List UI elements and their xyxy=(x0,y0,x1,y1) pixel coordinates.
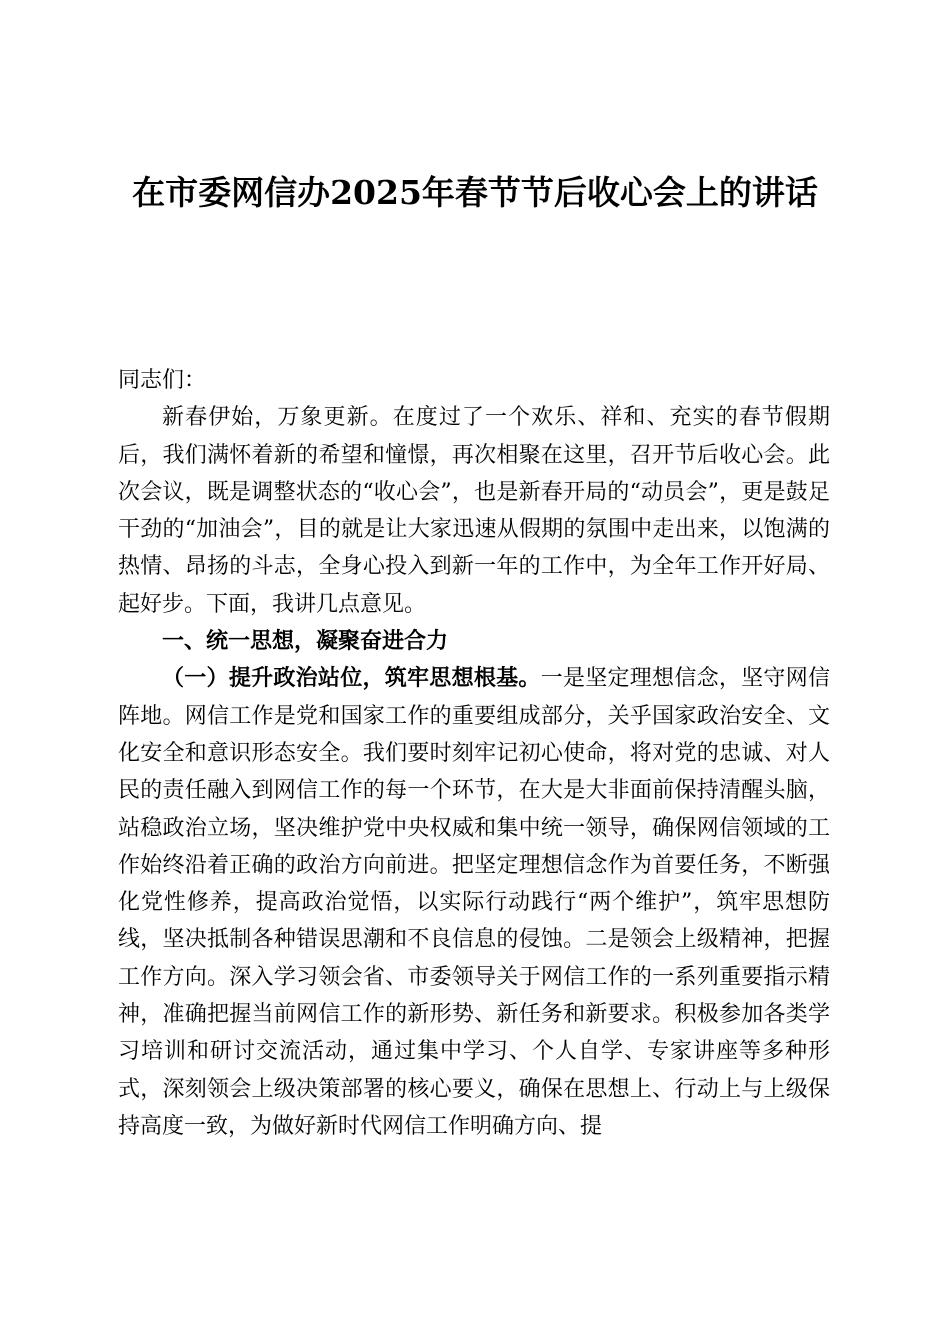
subsection-paragraph-1 xyxy=(118,660,830,1145)
document-body xyxy=(118,362,830,1145)
subsection-text: 一是坚定理想信念，坚守网信阵地。网信工作是党和国家工作的重要组成部分，关乎国家政治安全、文化安全和意识形态安全。我们要时刻牢记初心使命，将对党的忠诚、对人民的责任融入到网信工作的每一个环节，在大是大非面前保持清醒头脑，站稳政治立场，坚决维护党中央权威和集中统一领导，确保网信领域的工作始终沿着正确的政治方向前进。把坚定理想信念作为首要任务，不断强化党性修养，提高政治觉悟，以实际行动践行“两个维护”，筑牢思想防线，坚决抵制各种错误思潮和不良信息的侵蚀。二是领会上级精神，把握工作方向。深入学习领会省、市委领导关于网信工作的一系列重要指示精神，准确把握当前网信工作的新形势、新任务和新要求。积极参加各类学习培训和研讨交流活动，通过集中学习、个人自学、专家讲座等多种形式，深刻领会上级决策部署的核心要义，确保在思想上、行动上与上级保持高度一致，为做好新时代网信工作明确方向、提 xyxy=(118,666,830,1139)
document-title: 在市委网信办2025年春节节后收心会上的讲话 xyxy=(132,173,818,212)
subsection-lead: （一）提升政治站位，筑牢思想根基。 xyxy=(162,665,541,692)
intro-paragraph: 新春伊始，万象更新。在度过了一个欢乐、祥和、充实的春节假期后，我们满怀着新的希望和憧憬，再次相聚在这里，召开节后收心会。此次会议，既是调整状态的“收心会”，也是新春开局的“动员会”，更是鼓足干劲的“加油会”，目的就是让大家迅速从假期的氛围中走出来，以饱满的热情、昂扬的斗志，全身心投入到新一年的工作中，为全年工作开好局、起好步。下面，我讲几点意见。 xyxy=(118,405,830,617)
salutation: 同志们： xyxy=(118,368,207,393)
section-heading-1: 一、统一思想，凝聚奋进合力 xyxy=(162,629,449,655)
